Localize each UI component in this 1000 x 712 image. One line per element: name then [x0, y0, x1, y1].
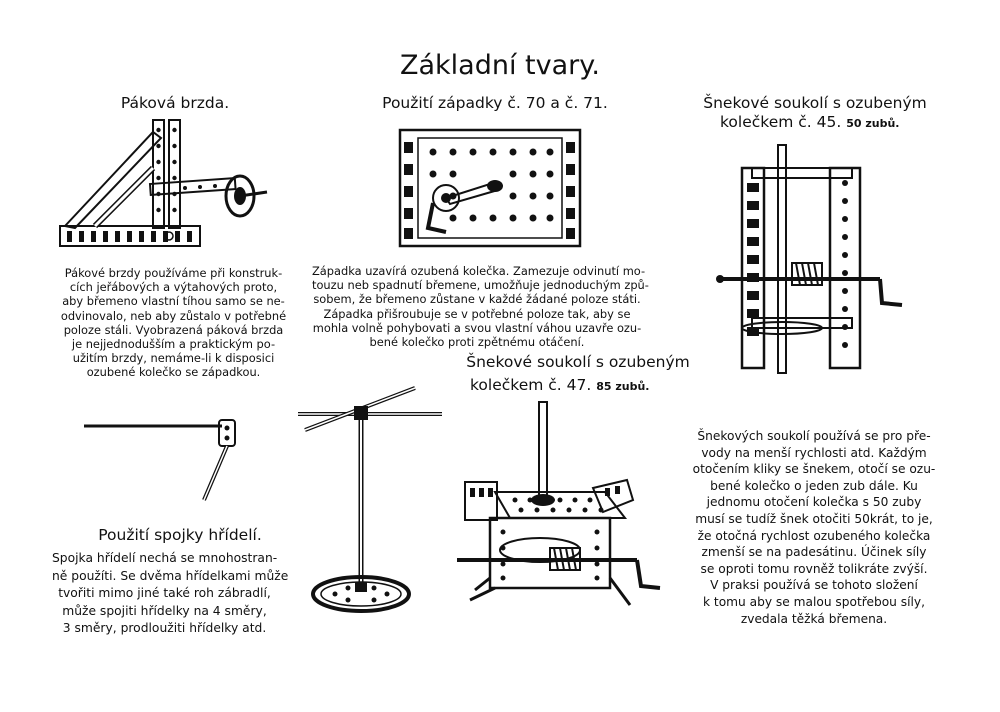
ratchet-paragraph: Západka uzavírá ozubená kolečka. Zamezuje odvinutí mo- touzu neb spadnutí břemene, umožňuje jednoduchým způ- sobem, že břemeno zůstane v každé žádané poloze státi. Západka přišroubuje se v potřebné poloze tak, aby se mohla volně pohybovati a svou vlastní váhou uzavře ozu- bené kolečko proti zpětnému otáčení. — [312, 264, 649, 350]
coupling-paragraph: Spojka hřídelí nechá se mnohostran- ně použíti. Se dvěma hřídelkami může tvořiti mimo jiné také roh zábradlí, může spojiti hřídelky na 4 směry, 3 směry, prodloužiti hřídelky atd. — [52, 551, 289, 635]
worm-gear-47-illustration — [455, 400, 665, 615]
worm-paragraph: Šnekových soukolí používá se pro pře- vody na menší rychlosti atd. Každým otočením kliky se šnekem, otočí se ozu- bené kolečko o jeden zub dále. Ku jednomu otočení kolečka s 50 zuby musí se tudíž šnek otočiti 50krát, to je, že otočná rychlost ozubeného kolečka zmenší se na padesátinu. Účinek síly se oproti tomu rovněž tolikráte zvýší. V praksi používá se tohoto složení k tomu aby se malou spotřebou síly, zvedala těžká břemena. — [692, 429, 936, 626]
worm-gear-45-illustration — [712, 143, 912, 375]
lever-brake-illustration — [55, 118, 275, 253]
shaft-coupling-illustration — [82, 418, 252, 508]
worm45-title-line2: kolečkem č. 45. 50 zubů. — [720, 113, 900, 131]
coupling-title: Použití spojky hřídelí. — [98, 526, 262, 544]
worm45-title-line1: Šnekové soukolí s ozubeným — [703, 94, 927, 112]
worm45-teeth: 50 zubů. — [846, 117, 900, 130]
brake-paragraph: Pákové brzdy používáme při konstruk- cích jeřábových a výtahových proto, aby břemeno vlastní tíhou samo se ne- odvinovalo, neb aby zůstalo v potřebné poloze stáli. Vyobrazená páková brzda je nejjednodušším a praktickým po- užitím brzdy, nemáme-li k disposici ozubené kolečko se západkou. — [60, 266, 287, 380]
ratchet-illustration — [398, 128, 583, 250]
worm47-teeth: 85 zubů. — [596, 380, 650, 393]
ratchet-title: Použití západky č. 70 a č. 71. — [382, 94, 608, 112]
stand-illustration — [270, 382, 455, 622]
worm47-title-line1: Šnekové soukolí s ozubeným — [466, 353, 690, 371]
brake-title: Páková brzda. — [120, 94, 230, 112]
page-title: Základní tvary. — [400, 50, 600, 81]
worm47-title-line2: kolečkem č. 47. 85 zubů. — [470, 376, 650, 394]
